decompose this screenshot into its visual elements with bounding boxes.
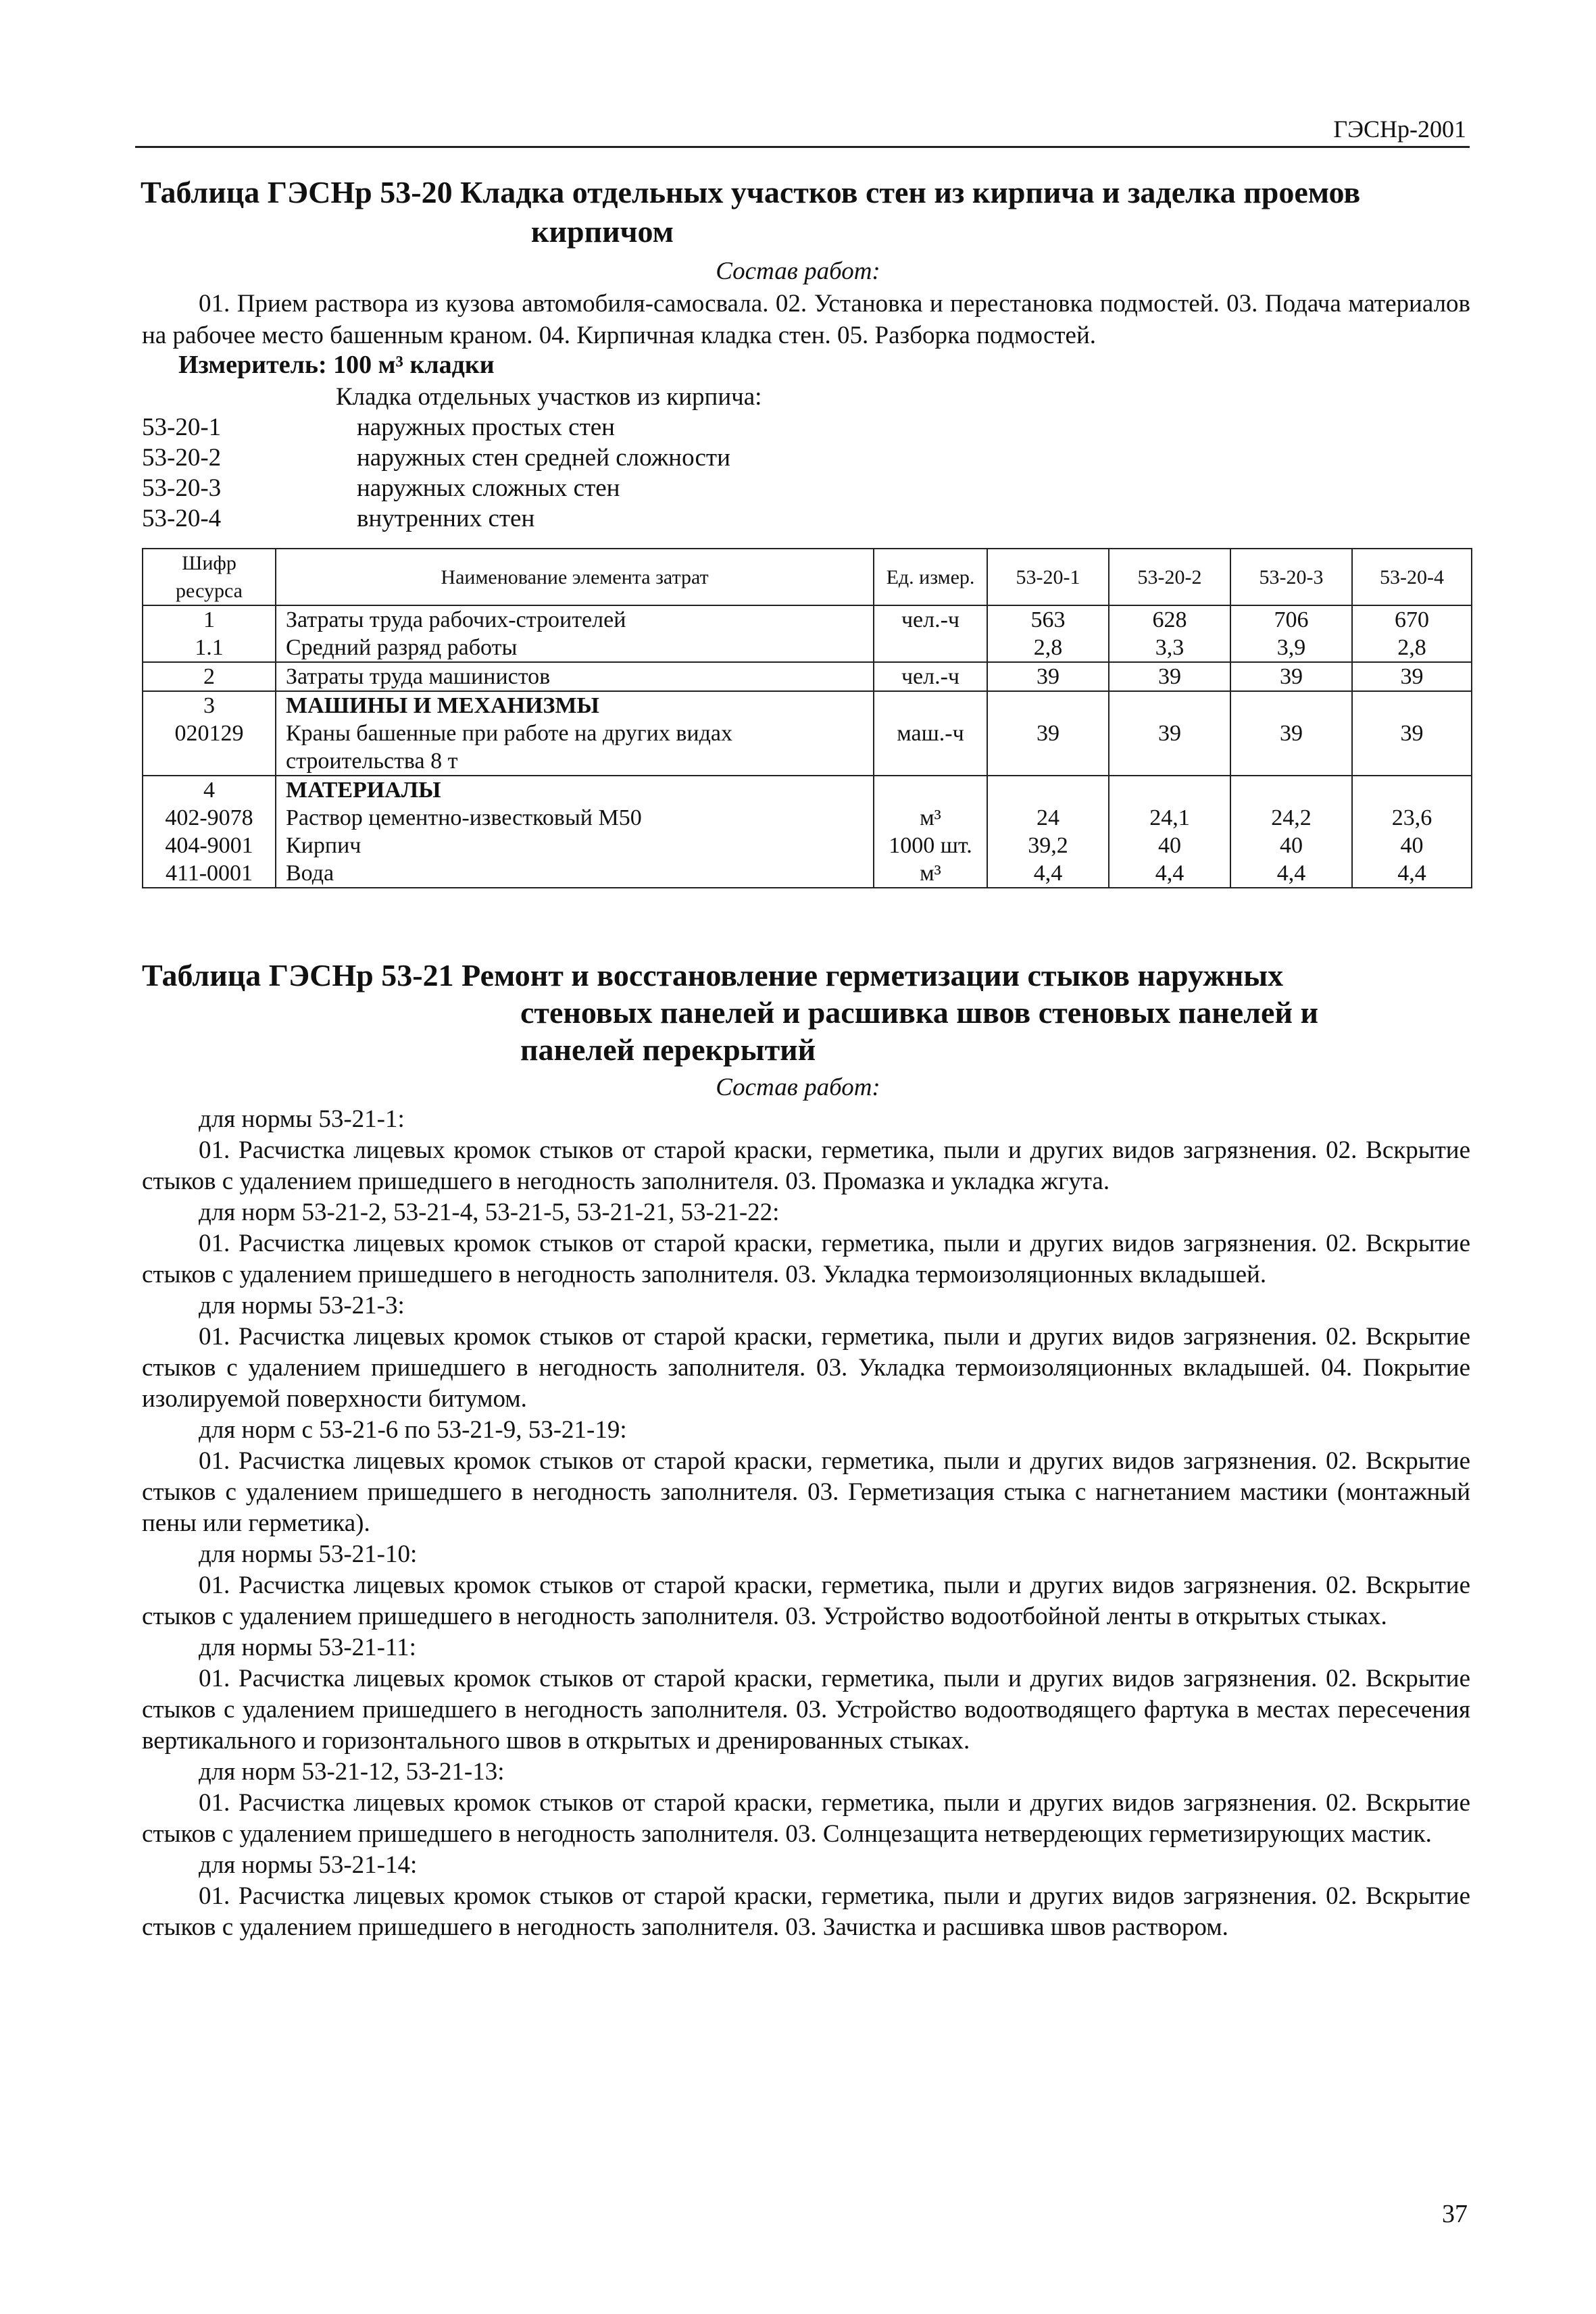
section-norm-label: для нормы 53-21-14: — [199, 1851, 418, 1879]
cell-value-item: 4,4 — [1397, 861, 1426, 886]
cell-value — [1109, 776, 1230, 888]
section-text: 01. Расчистка лицевых кромок стыков от старой краски, герметика, пыли и других видов загрязнения. 02. Вскрытие стыков с удалением пришедшего в негодность заполнителя. 03. Герметизация стыка с нагнетанием мастики (монтажный пены или герметика). — [142, 1447, 1470, 1537]
cell-value-item: 2,8 — [1397, 635, 1426, 660]
cell-unit: чел.-ч — [874, 662, 987, 691]
cell-unit-value: м³ — [920, 861, 941, 886]
cell-code — [143, 691, 276, 776]
cell-group-heading: МАШИНЫ И МЕХАНИЗМЫ — [286, 693, 599, 718]
cell-value-item: 40 — [1400, 833, 1424, 858]
cell-value-item: 706 — [1274, 607, 1309, 632]
cell-value-item: 670 — [1395, 607, 1429, 632]
cell-code — [143, 776, 276, 888]
cell-name-value: Вода — [286, 861, 334, 886]
cell-value — [1352, 605, 1472, 662]
section-text: 01. Расчистка лицевых кромок стыков от старой краски, герметика, пыли и других видов загрязнения. 02. Вскрытие стыков с удалением пришедшего в негодность заполнителя. 03. Устройство водоотбойной ленты в открытых стыках. — [142, 1571, 1470, 1630]
variant-row — [142, 443, 730, 473]
cell-value — [1352, 691, 1472, 776]
section-norm-label: для норм с 53-21-6 по 53-21-9, 53-21-19: — [199, 1416, 627, 1444]
header-rule — [135, 146, 1470, 148]
cell-code-value: 4 — [203, 778, 215, 803]
cell-name-value: Кирпич — [286, 833, 361, 858]
variant-row — [142, 503, 730, 534]
cell-name — [276, 776, 874, 888]
cell-code-value: 404-9001 — [165, 833, 253, 858]
cell-name — [276, 605, 874, 662]
variant-row — [142, 412, 730, 443]
section-norm-label: для норм 53-21-2, 53-21-4, 53-21-5, 53-21-21, 53-21-22: — [199, 1199, 780, 1226]
cell-value — [987, 605, 1109, 662]
cell-value — [1230, 691, 1352, 776]
cell-value-item: 3,3 — [1155, 635, 1184, 660]
cell-code-value: 402-9078 — [165, 805, 253, 830]
cell-value-item: 39 — [1158, 721, 1181, 746]
table1-variants-intro: Кладка отдельных участков из кирпича: — [336, 383, 762, 411]
cell-unit — [874, 605, 987, 662]
cell-value-item: 39 — [1400, 721, 1424, 746]
cell-value: 39 — [1109, 662, 1230, 691]
resources-table — [142, 548, 1472, 888]
col-header-53-20-4: 53-20-4 — [1352, 549, 1472, 605]
section-text: 01. Расчистка лицевых кромок стыков от старой краски, герметика, пыли и других видов загрязнения. 02. Вскрытие стыков с удалением пришедшего в негодность заполнителя. 03. Укладка термоизоляционных вкладышей. 04. Покрытие изолируемой поверхности битумом. — [142, 1323, 1470, 1413]
cell-value-item: 39 — [1280, 721, 1303, 746]
variant-text: внутренних стен — [357, 505, 535, 532]
cell-value-item: 2,8 — [1033, 635, 1063, 660]
cell-group-heading: МАТЕРИАЛЫ — [286, 778, 441, 803]
table-row — [143, 662, 1472, 691]
cell-name: Затраты труда машинистов — [276, 662, 874, 691]
cell-value-item: 24,2 — [1271, 805, 1312, 830]
cell-code-value: 3 — [203, 693, 215, 718]
cell-value-item: 40 — [1280, 833, 1303, 858]
cell-code-value: 020129 — [174, 721, 244, 746]
section-norm-label: для нормы 53-21-3: — [199, 1292, 405, 1319]
cell-value-item: 4,4 — [1155, 861, 1184, 886]
cell-code-value: 1 — [203, 607, 215, 632]
cell-value-item: 39,2 — [1028, 833, 1068, 858]
cell-unit-value: м³ — [920, 805, 941, 830]
col-header-name: Наименование элемента затрат — [276, 549, 874, 605]
cell-code: 2 — [143, 662, 276, 691]
cell-value-item: 4,4 — [1276, 861, 1306, 886]
cell-value-item: 4,4 — [1033, 861, 1063, 886]
document-code: ГЭСНр-2001 — [1333, 116, 1466, 143]
variant-code: 53-20-1 — [142, 413, 222, 441]
cell-value — [1352, 776, 1472, 888]
col-header-53-20-1: 53-20-1 — [987, 549, 1109, 605]
col-header-53-20-2: 53-20-2 — [1109, 549, 1230, 605]
cell-value — [1230, 605, 1352, 662]
table-header-row — [143, 549, 1472, 605]
cell-value — [987, 691, 1109, 776]
variant-code: 53-20-3 — [142, 474, 222, 502]
cell-unit-value: маш.-ч — [897, 721, 964, 746]
table-row — [143, 605, 1472, 662]
cell-name-value: Раствор цементно-известковый М50 — [286, 805, 642, 830]
section-norm-label: для нормы 53-21-11: — [199, 1634, 416, 1661]
section-text: 01. Расчистка лицевых кромок стыков от старой краски, герметика, пыли и других видов загрязнения. 02. Вскрытие стыков с удалением пришедшего в негодность заполнителя. 03. Солнцезащита нетвердеющих герметизирующих мастик. — [142, 1789, 1470, 1848]
cell-code-value: 1.1 — [195, 635, 224, 660]
col-header-unit: Ед. измер. — [874, 549, 987, 605]
cell-code-value: 411-0001 — [165, 861, 253, 886]
table-row — [143, 776, 1472, 888]
section-text: 01. Расчистка лицевых кромок стыков от старой краски, герметика, пыли и других видов загрязнения. 02. Вскрытие стыков с удалением пришедшего в негодность заполнителя. 03. Промазка и укладка жгута. — [142, 1136, 1470, 1195]
variant-code: 53-20-4 — [142, 505, 222, 532]
variant-text: наружных стен средней сложности — [357, 444, 730, 472]
cell-unit-value: чел.-ч — [901, 607, 960, 632]
table2-title-line1: Таблица ГЭСНр 53-21 Ремонт и восстановление герметизации стыков наружных — [142, 958, 1284, 992]
variant-row — [142, 473, 730, 503]
table2-sostav-label: Состав работ: — [716, 1074, 880, 1101]
table2-title — [142, 957, 1466, 1068]
cell-name-value: Затраты труда рабочих-строителей — [286, 607, 626, 632]
variant-text: наружных простых стен — [357, 413, 615, 441]
cell-unit — [874, 691, 987, 776]
section-text: 01. Расчистка лицевых кромок стыков от старой краски, герметика, пыли и других видов загрязнения. 02. Вскрытие стыков с удалением пришедшего в негодность заполнителя. 03. Зачистка и расшивка швов раствором. — [142, 1882, 1470, 1941]
cell-value-item: 628 — [1152, 607, 1187, 632]
cell-value — [1230, 776, 1352, 888]
table1-title-line2: кирпичом — [531, 214, 674, 249]
cell-name-value: Средний разряд работы — [286, 635, 518, 660]
cell-value-item: 24 — [1037, 805, 1059, 830]
cell-code — [143, 605, 276, 662]
variant-text: наружных сложных стен — [357, 474, 620, 502]
page-number: 37 — [1442, 2200, 1468, 2228]
cell-value-item: 39 — [1037, 721, 1059, 746]
cell-value-item: 563 — [1030, 607, 1066, 632]
variant-code: 53-20-2 — [142, 444, 222, 472]
cell-value-item: 3,9 — [1276, 635, 1306, 660]
cell-value-item: 24,1 — [1149, 805, 1190, 830]
section-norm-label: для нормы 53-21-10: — [199, 1540, 418, 1568]
cell-unit-value: 1000 шт. — [889, 833, 972, 858]
table2-title-line3: панелей перекрытий — [520, 1032, 816, 1067]
cell-name-value: Краны башенные при работе на других видах строительства 8 т — [286, 721, 732, 774]
section-text: 01. Расчистка лицевых кромок стыков от старой краски, герметика, пыли и других видов загрязнения. 02. Вскрытие стыков с удалением пришедшего в негодность заполнителя. 03. Укладка термоизоляционных вкладышей. — [142, 1230, 1470, 1288]
table2-sections — [142, 1104, 1470, 1943]
section-norm-label: для норм 53-21-12, 53-21-13: — [199, 1758, 505, 1786]
cell-value-item: 40 — [1158, 833, 1181, 858]
section-norm-label: для нормы 53-21-1: — [199, 1105, 405, 1133]
cell-value: 39 — [1352, 662, 1472, 691]
section-text: 01. Расчистка лицевых кромок стыков от старой краски, герметика, пыли и других видов загрязнения. 02. Вскрытие стыков с удалением пришедшего в негодность заполнителя. 03. Устройство водоотводящего фартука в местах пересечения вертикального и горизонтального швов в открытых и дренированных стыках. — [142, 1665, 1470, 1755]
table1-operations-text: 01. Прием раствора из кузова автомобиля-самосвала. 02. Установка и перестановка подмостей. 03. Подача материалов на рабочее место башенным краном. 04. Кирпичная кладка стен. 05. Разборка подмостей. — [142, 290, 1470, 349]
cell-value: 39 — [987, 662, 1109, 691]
table1-title — [141, 173, 1465, 251]
cell-value-item: 23,6 — [1391, 805, 1432, 830]
cell-value — [1109, 691, 1230, 776]
col-header-53-20-3: 53-20-3 — [1230, 549, 1352, 605]
table1-title-line1: Таблица ГЭСНр 53-20 Кладка отдельных участков стен из кирпича и заделка проемов — [141, 175, 1361, 209]
cell-value: 39 — [1230, 662, 1352, 691]
cell-unit — [874, 776, 987, 888]
table-row — [143, 691, 1472, 776]
cell-value — [987, 776, 1109, 888]
cell-name — [276, 691, 874, 776]
table1-variants — [142, 412, 730, 534]
table1-sostav-label: Состав работ: — [716, 257, 880, 285]
table1-measure: Измеритель: 100 м³ кладки — [178, 351, 495, 379]
table1-operations — [142, 288, 1470, 351]
cell-value — [1109, 605, 1230, 662]
table2-title-line2: стеновых панелей и расшивка швов стеновых панелей и — [520, 995, 1318, 1030]
col-header-code: Шифр ресурса — [143, 549, 276, 605]
